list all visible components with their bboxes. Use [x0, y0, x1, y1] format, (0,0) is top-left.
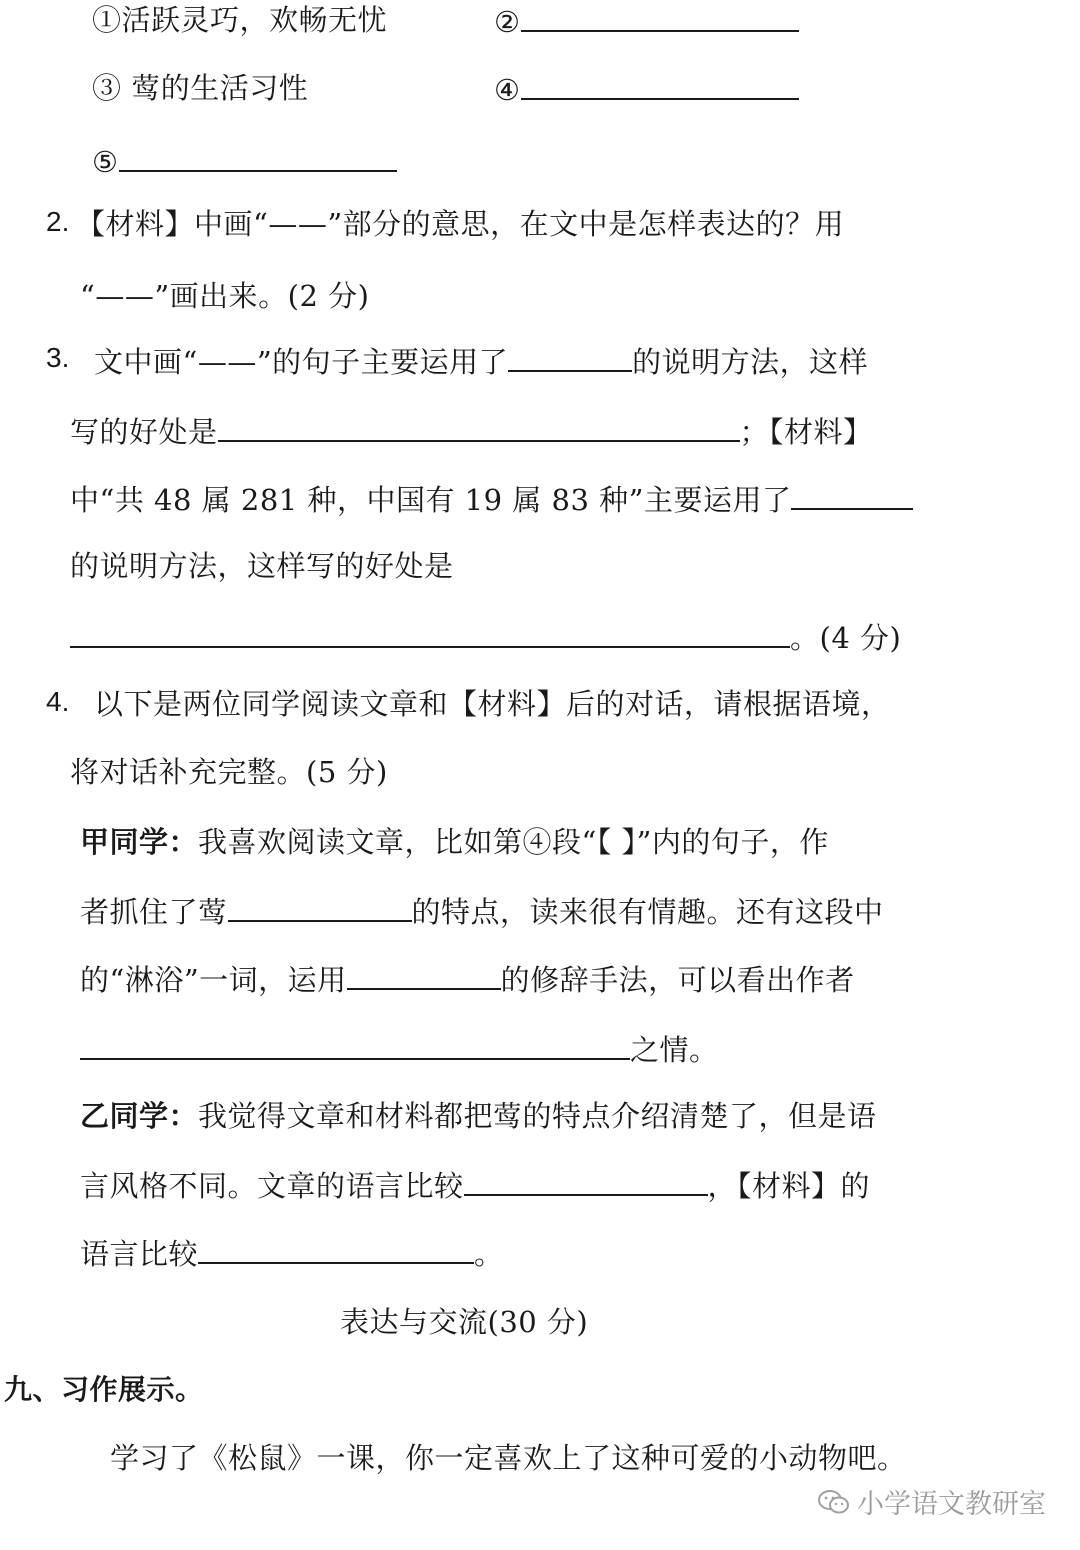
q3-line-1-text-b: 的说明方法，这样 [632, 345, 869, 379]
yi-line-1-text: 我觉得文章和材料都把莺的特点介绍清楚了，但是语 [198, 1099, 877, 1133]
yi-line-3-text-b: 。 [474, 1237, 504, 1271]
q3-blank-method-2[interactable] [791, 478, 913, 510]
section-title: 表达与交流(30 分) [340, 1305, 589, 1339]
q1-option-4-marker: ④ [494, 73, 521, 107]
watermark [817, 1482, 1046, 1521]
q2-line-2: “——”画出来。(2 分) [80, 279, 370, 313]
yi-blank-article-style[interactable] [464, 1164, 708, 1196]
q3-blank-benefit-2[interactable] [70, 616, 790, 648]
yi-line-2-text-a: 言风格不同。文章的语言比较 [80, 1169, 464, 1203]
q1-option-5-blank[interactable] [119, 140, 397, 172]
q1-option-2-marker: ② [494, 5, 521, 39]
jia-blank-rhetoric[interactable] [347, 958, 501, 990]
q1-option-5 [92, 140, 397, 182]
q3-line-3-text-a: 中“共 48 属 281 种，中国有 19 属 83 种”主要运用了 [70, 483, 792, 517]
q1-option-2 [494, 0, 799, 42]
jia-blank-emotion[interactable] [80, 1028, 630, 1060]
q4-jia-line-4 [80, 1028, 719, 1070]
jia-line-3-text-b: 的修辞手法，可以看出作者 [500, 963, 855, 997]
q3-line-5 [70, 616, 901, 658]
jia-line-3-text-a: 的“淋浴”一词，运用 [80, 963, 347, 997]
yi-blank-material-style[interactable] [198, 1232, 474, 1264]
jia-line-1-text: 我喜欢阅读文章，比如第④段“【 】”内的句子，作 [198, 825, 829, 859]
yi-line-2-text-b: ，【材料】的 [707, 1169, 871, 1203]
q4-number: 4. [46, 686, 70, 717]
q3-line-2-text-a: 写的好处是 [70, 415, 218, 449]
q4-yi-line-2 [80, 1164, 870, 1206]
q3-number: 3. [46, 342, 70, 373]
q3-line-3 [70, 478, 913, 520]
q2-line-1: 【材料】中画“——”部分的意思，在文中是怎样表达的？用 [76, 207, 845, 241]
section-intro: 学习了《松鼠》一课，你一定喜欢上了这种可爱的小动物吧。 [110, 1441, 907, 1475]
watermark-text: 小学语文教研室 [857, 1489, 1046, 1520]
q4-line-2: 将对话补充完整。(5 分) [70, 755, 388, 789]
q4-jia-line-3 [80, 958, 855, 1000]
q4-line-1: 以下是两位同学阅读文章和【材料】后的对话，请根据语境， [94, 687, 891, 721]
wechat-icon [817, 1488, 851, 1516]
q3-line-4: 的说明方法，这样写的好处是 [70, 549, 454, 583]
q3-line-1-text-a: 文中画“——”的句子主要运用了 [94, 345, 509, 379]
jia-line-2-text-a: 者抓住了莺 [80, 895, 228, 929]
jia-blank-feature[interactable] [228, 890, 412, 922]
jia-line-2-text-b: 的特点，读来很有情趣。还有这段中 [411, 895, 884, 929]
section-heading: 九、习作展示。 [4, 1373, 204, 1406]
q3-blank-method-1[interactable] [508, 340, 632, 372]
q1-option-4-blank[interactable] [521, 68, 799, 100]
q2-number: 2. [46, 206, 70, 237]
q3-line-5-text: 。(4 分) [790, 621, 902, 655]
q1-option-3: ③ 莺的生活习性 [92, 71, 309, 105]
q3-line-2-text-b: ；【材料】 [739, 415, 873, 449]
q4-jia-line-1 [80, 822, 829, 862]
q3-line-2 [70, 410, 873, 452]
yi-line-3-text-a: 语言比较 [80, 1237, 199, 1271]
q4-yi-line-3 [80, 1232, 504, 1274]
jia-line-4-text: 之情。 [630, 1033, 719, 1067]
q1-option-5-marker: ⑤ [92, 145, 119, 179]
q3-blank-benefit-1[interactable] [218, 410, 740, 442]
q1-option-4 [494, 68, 799, 110]
q1-option-2-blank[interactable] [521, 0, 799, 32]
jia-speaker-label: 甲同学： [80, 825, 199, 859]
q1-option-1: ①活跃灵巧，欢畅无忧 [92, 3, 388, 37]
q4-yi-line-1 [80, 1096, 877, 1136]
q3-line-1 [94, 340, 868, 382]
q4-jia-line-2 [80, 890, 884, 932]
yi-speaker-label: 乙同学： [80, 1099, 199, 1133]
